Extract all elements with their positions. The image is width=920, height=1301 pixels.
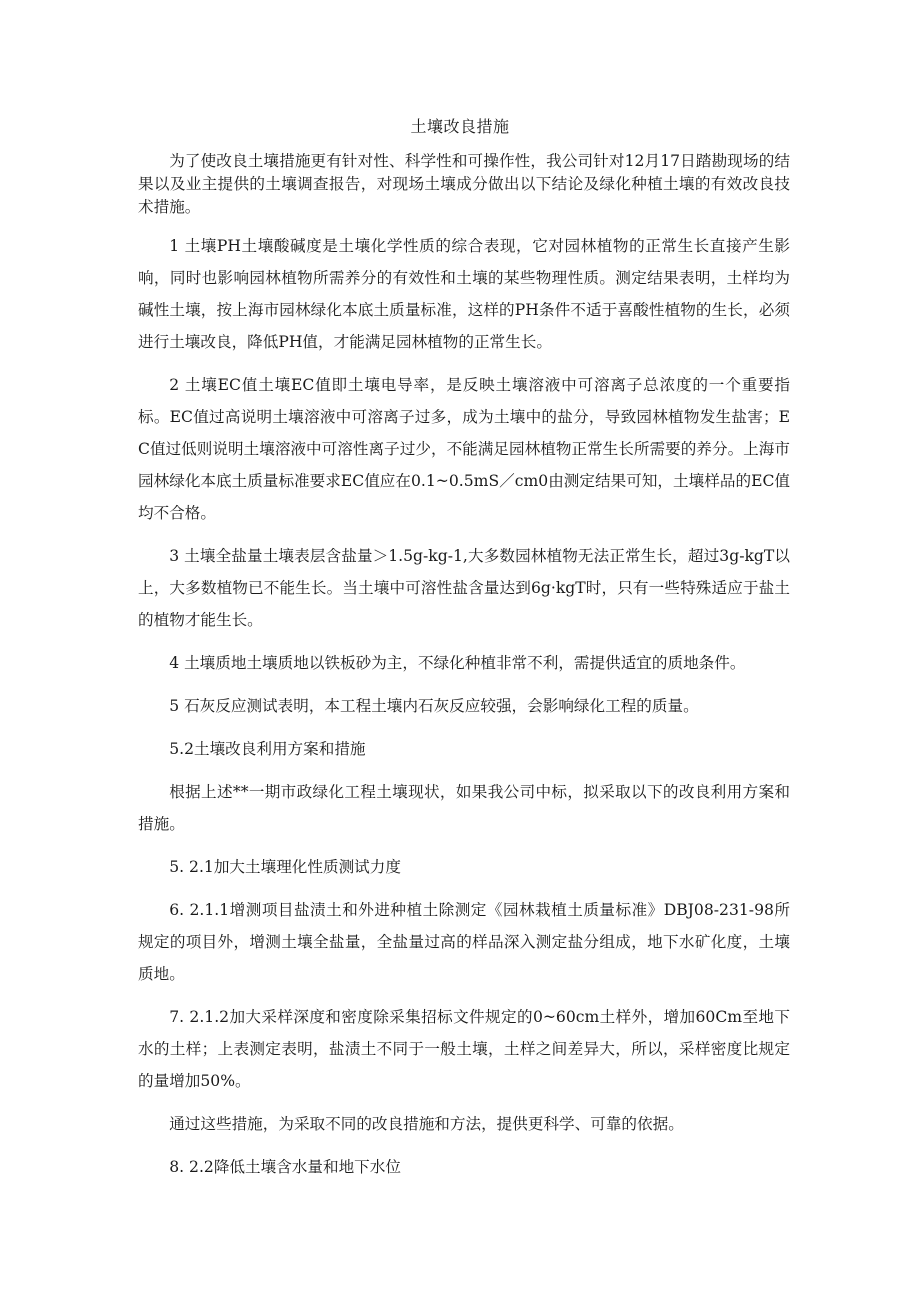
item-7-paragraph: 7. 2.1.2加大采样深度和密度除采集招标文件规定的0~60cm土样外，增加60Cm至地下水的土样；上表测定表明，盐渍土不同于一般土壤，土样之间差异大，所以，采样密度比规定的量增加50%。: [138, 1008, 790, 1090]
subsection-heading-8-2-2: 8. 2.2降低土壤含水量和地下水位: [169, 1158, 401, 1176]
document-body: [138, 150, 790, 1183]
document-title: 土壤改良措施: [410, 117, 510, 136]
measures-summary-paragraph: 通过这些措施，为采取不同的改良措施和方法，提供更科学、可靠的依据。: [169, 1115, 684, 1133]
soil-ph-paragraph: 1 土壤PH土壤酸碱度是土壤化学性质的综合表现，它对园林植物的正常生长直接产生影响，同时也影响园林植物所需养分的有效性和土壤的某些物理性质。测定结果表明，土样均为碱性土壤，按上海市园林绿化本底土质量标准，这样的PH条件不适于喜酸性植物的生长，必须进行土壤改良，降低PH值，才能满足园林植物的正常生长。: [138, 237, 790, 351]
item-6-paragraph: 6. 2.1.1增测项目盐渍土和外进种植土除测定《园林栽植土质量标准》DBJ08-231-98所规定的项目外，增测土壤全盐量，全盐量过高的样品深入测定盐分组成，地下水矿化度，土壤质地。: [138, 901, 790, 983]
subsection-heading-5-2-1: 5. 2.1加大土壤理化性质测试力度: [169, 858, 401, 876]
soil-texture-paragraph: 4 土壤质地土壤质地以铁板砂为主，不绿化种植非常不利，需提供适宜的质地条件。: [169, 654, 746, 672]
soil-salt-paragraph: 3 土壤全盐量土壤表层含盐量＞1.5g-kg-1,大多数园林植物无法正常生长，超过3g-kgT以上，大多数植物已不能生长。当土壤中可溶性盐含量达到6g·kgT时，只有一些特殊适应于盐土的植物才能生长。: [138, 547, 790, 629]
plan-intro-paragraph: 根据上述**一期市政绿化工程土壤现状，如果我公司中标，拟采取以下的改良利用方案和措施。: [138, 783, 790, 833]
lime-reaction-paragraph: 5 石灰反应测试表明，本工程土壤内石灰反应较强，会影响绿化工程的质量。: [169, 697, 699, 715]
soil-ec-paragraph: 2 土壤EC值土壤EC值即土壤电导率，是反映土壤溶液中可溶离子总浓度的一个重要指标。EC值过高说明土壤溶液中可溶离子过多，成为土壤中的盐分，导致园林植物发生盐害；EC值过低则说明土壤溶液中可溶性离子过少，不能满足园林植物正常生长所需要的养分。上海市园林绿化本底土质量标准要求EC值应在0.1~0.5mS／cm0由测定结果可知，土壤样品的EC值均不合格。: [138, 376, 790, 522]
section-heading-5-2: 5.2土壤改良利用方案和措施: [169, 740, 366, 758]
intro-paragraph: 为了使改良土壤措施更有针对性、科学性和可操作性，我公司针对12月17日踏勘现场的结果以及业主提供的土壤调查报告，对现场土壤成分做出以下结论及绿化种植土壤的有效改良技术措施。: [138, 152, 790, 216]
